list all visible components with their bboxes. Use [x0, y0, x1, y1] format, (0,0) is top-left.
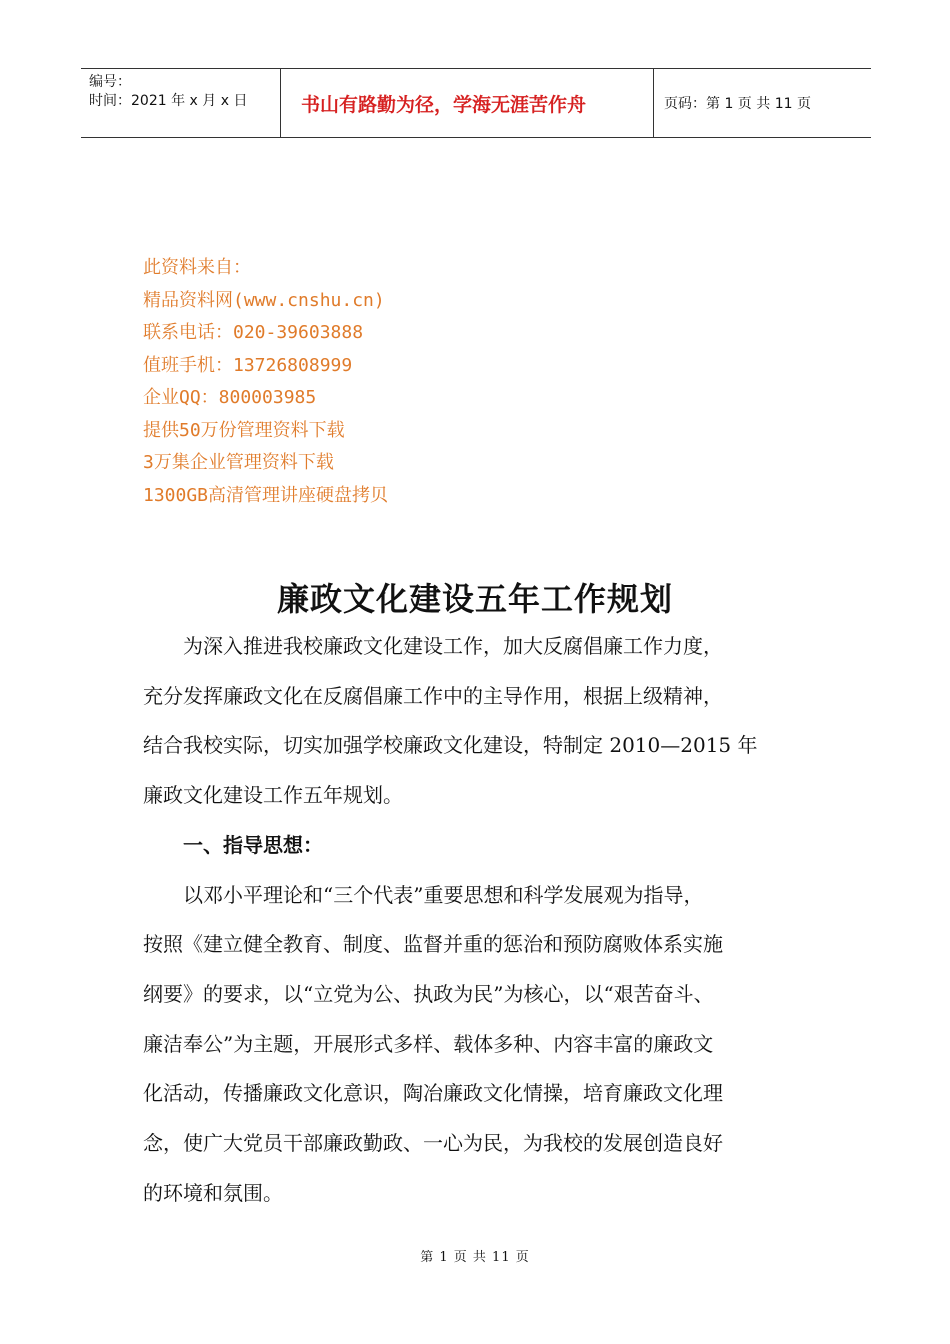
source-line: 提供50万份管理资料下载	[143, 419, 345, 441]
body-line: 纲要》的要求，以“立党为公、执政为民”为核心，以“艰苦奋斗、	[143, 981, 714, 1006]
source-line: 3万集企业管理资料下载	[143, 452, 334, 473]
document-title: 廉政文化建设五年工作规划	[276, 580, 673, 618]
page-footer: 第 1 页 共 11 页	[420, 1250, 530, 1265]
source-line: 精品资料网(www.cnshu.cn)	[143, 289, 385, 311]
document-header	[81, 68, 871, 138]
body-line: 廉洁奉公”为主题，开展形式多样、载体多种、内容丰富的廉政文	[143, 1031, 714, 1056]
body-line: 以邓小平理论和“三个代表”重要思想和科学发展观为指导，	[183, 882, 704, 907]
header-meta-cell	[81, 69, 281, 137]
source-line: 此资料来自：	[143, 257, 251, 278]
document-body	[143, 622, 843, 1218]
source-line: 值班手机：13726808999	[143, 354, 353, 376]
source-line: 企业QQ：800003985	[143, 387, 317, 408]
body-line: 结合我校实际，切实加强学校廉政文化建设，特制定 2010—2015 年	[143, 733, 758, 758]
body-line: 廉政文化建设工作五年规划。	[143, 783, 403, 808]
header-motto: 书山有路勤为径，学海无涯苦作舟	[281, 69, 654, 137]
section-heading: 一、指导思想：	[183, 832, 323, 857]
source-line: 联系电话：020-39603888	[143, 322, 364, 343]
time-label: 时间：2021 年 x 月 x 日	[89, 93, 248, 109]
header-page-info: 页码：第 1 页 共 11 页	[664, 96, 811, 112]
body-line: 按照《建立健全教育、制度、监督并重的惩治和预防腐败体系实施	[143, 932, 723, 957]
source-info-block	[143, 252, 388, 512]
body-line: 化活动，传播廉政文化意识，陶冶廉政文化情操，培育廉政文化理	[143, 1081, 723, 1106]
number-label: 编号：	[89, 74, 131, 90]
body-line: 的环境和氛围。	[143, 1180, 283, 1205]
body-line: 充分发挥廉政文化在反腐倡廉工作中的主导作用，根据上级精神，	[143, 683, 723, 708]
body-line: 念，使广大党员干部廉政勤政、一心为民，为我校的发展创造良好	[143, 1131, 723, 1156]
source-line: 1300GB高清管理讲座硬盘拷贝	[143, 484, 389, 506]
body-line: 为深入推进我校廉政文化建设工作，加大反腐倡廉工作力度，	[183, 634, 723, 658]
